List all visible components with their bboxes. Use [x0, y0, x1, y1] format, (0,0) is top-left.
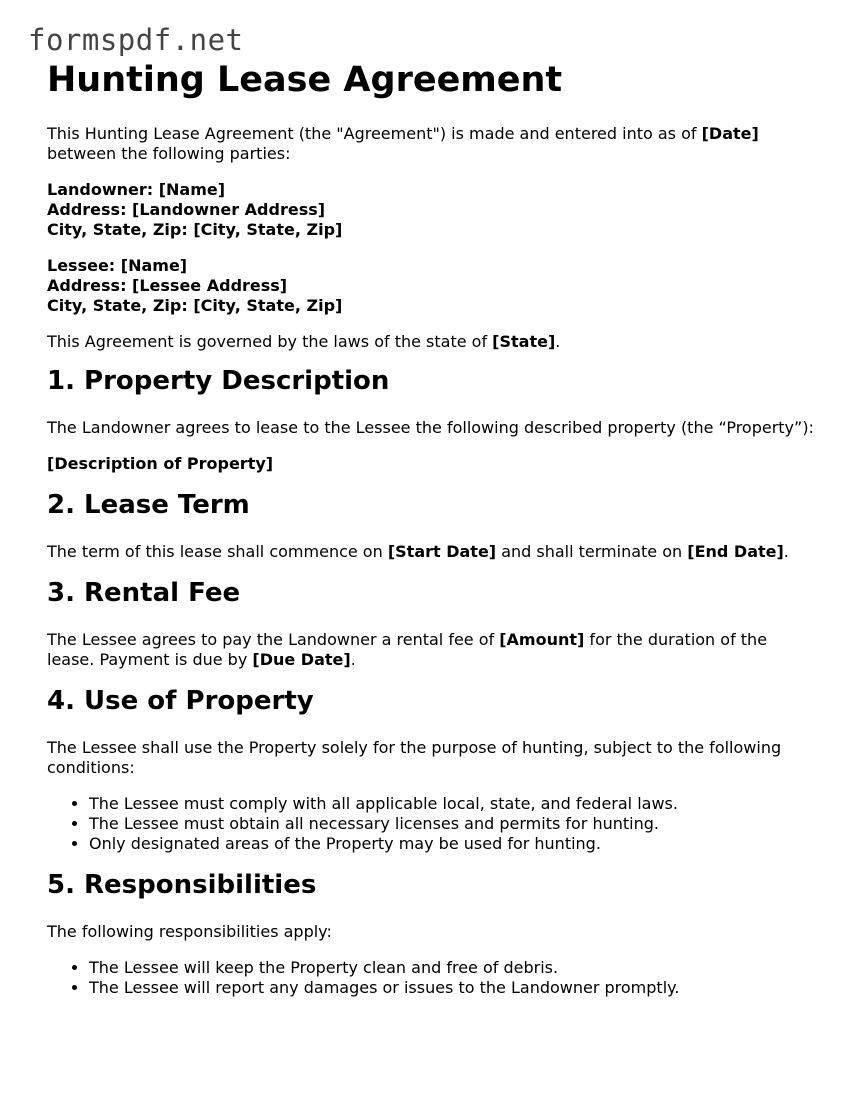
lease-term-paragraph	[47, 542, 817, 562]
use-of-property-paragraph: The Lessee shall use the Property solely for the purpose of hunting, subject to the following conditions:	[47, 738, 782, 777]
section-heading-lease-term: 2. Lease Term	[47, 490, 250, 520]
property-description-paragraph: The Landowner agrees to lease to the Lessee the following described property (the “Property”):	[47, 418, 814, 437]
lease-term-text: The term of this lease shall commence on	[47, 542, 388, 561]
lease-term-text-end: .	[783, 542, 789, 561]
rental-fee-text-mid: for the duration of the lease. Payment is due by	[47, 630, 768, 669]
lease-term-text-mid: and shall terminate on	[496, 542, 688, 561]
amount-placeholder: [Amount]	[499, 630, 585, 649]
responsibilities-paragraph: The following responsibilities apply:	[47, 922, 332, 941]
rental-fee-text-end: .	[350, 650, 356, 669]
governing-law-paragraph	[47, 332, 817, 352]
governing-text-end: .	[555, 332, 561, 351]
landowner-city: City, State, Zip: [City, State, Zip]	[47, 220, 343, 239]
lessee-address: Address: [Lessee Address]	[47, 276, 288, 295]
intro-text-end: between the following parties:	[47, 144, 291, 163]
list-item: • Only designated areas of the Property may be used for hunting.	[89, 834, 817, 854]
use-conditions-list	[47, 794, 817, 854]
property-placeholder: [Description of Property]	[47, 454, 274, 473]
rental-fee-paragraph	[47, 630, 817, 670]
property-description-placeholder	[47, 454, 817, 474]
section-heading-rental-fee: 3. Rental Fee	[47, 578, 241, 608]
list-item: • The Lessee must comply with all applicable local, state, and federal laws.	[89, 794, 817, 814]
responsibilities-list	[47, 958, 817, 998]
landowner-block	[47, 180, 817, 240]
landowner-name: Landowner: [Name]	[47, 180, 226, 199]
start-date-placeholder: [Start Date]	[387, 542, 497, 561]
intro-text: This Hunting Lease Agreement (the "Agreement") is made and entered into as of	[47, 124, 702, 143]
end-date-placeholder: [End Date]	[687, 542, 784, 561]
lessee-name: Lessee: [Name]	[47, 256, 188, 275]
rental-fee-text: The Lessee agrees to pay the Landowner a rental fee of	[47, 630, 500, 649]
date-placeholder: [Date]	[701, 124, 759, 143]
list-item: • The Lessee will report any damages or issues to the Landowner promptly.	[89, 978, 817, 998]
state-placeholder: [State]	[492, 332, 556, 351]
watermark: formspdf.net	[28, 23, 244, 57]
governing-text: This Agreement is governed by the laws of the state of	[47, 332, 493, 351]
lessee-city: City, State, Zip: [City, State, Zip]	[47, 296, 343, 315]
section-heading-use-of-property: 4. Use of Property	[47, 686, 314, 716]
section-heading-responsibilities: 5. Responsibilities	[47, 870, 317, 900]
document-page	[47, 60, 817, 998]
intro-paragraph	[47, 124, 817, 164]
due-date-placeholder: [Due Date]	[252, 650, 351, 669]
lessee-block	[47, 256, 817, 316]
list-item: • The Lessee must obtain all necessary licenses and permits for hunting.	[89, 814, 817, 834]
section-heading-property-description: 1. Property Description	[47, 366, 390, 396]
landowner-address: Address: [Landowner Address]	[47, 200, 326, 219]
document-title: Hunting Lease Agreement	[47, 60, 563, 100]
list-item: • The Lessee will keep the Property clean and free of debris.	[89, 958, 817, 978]
